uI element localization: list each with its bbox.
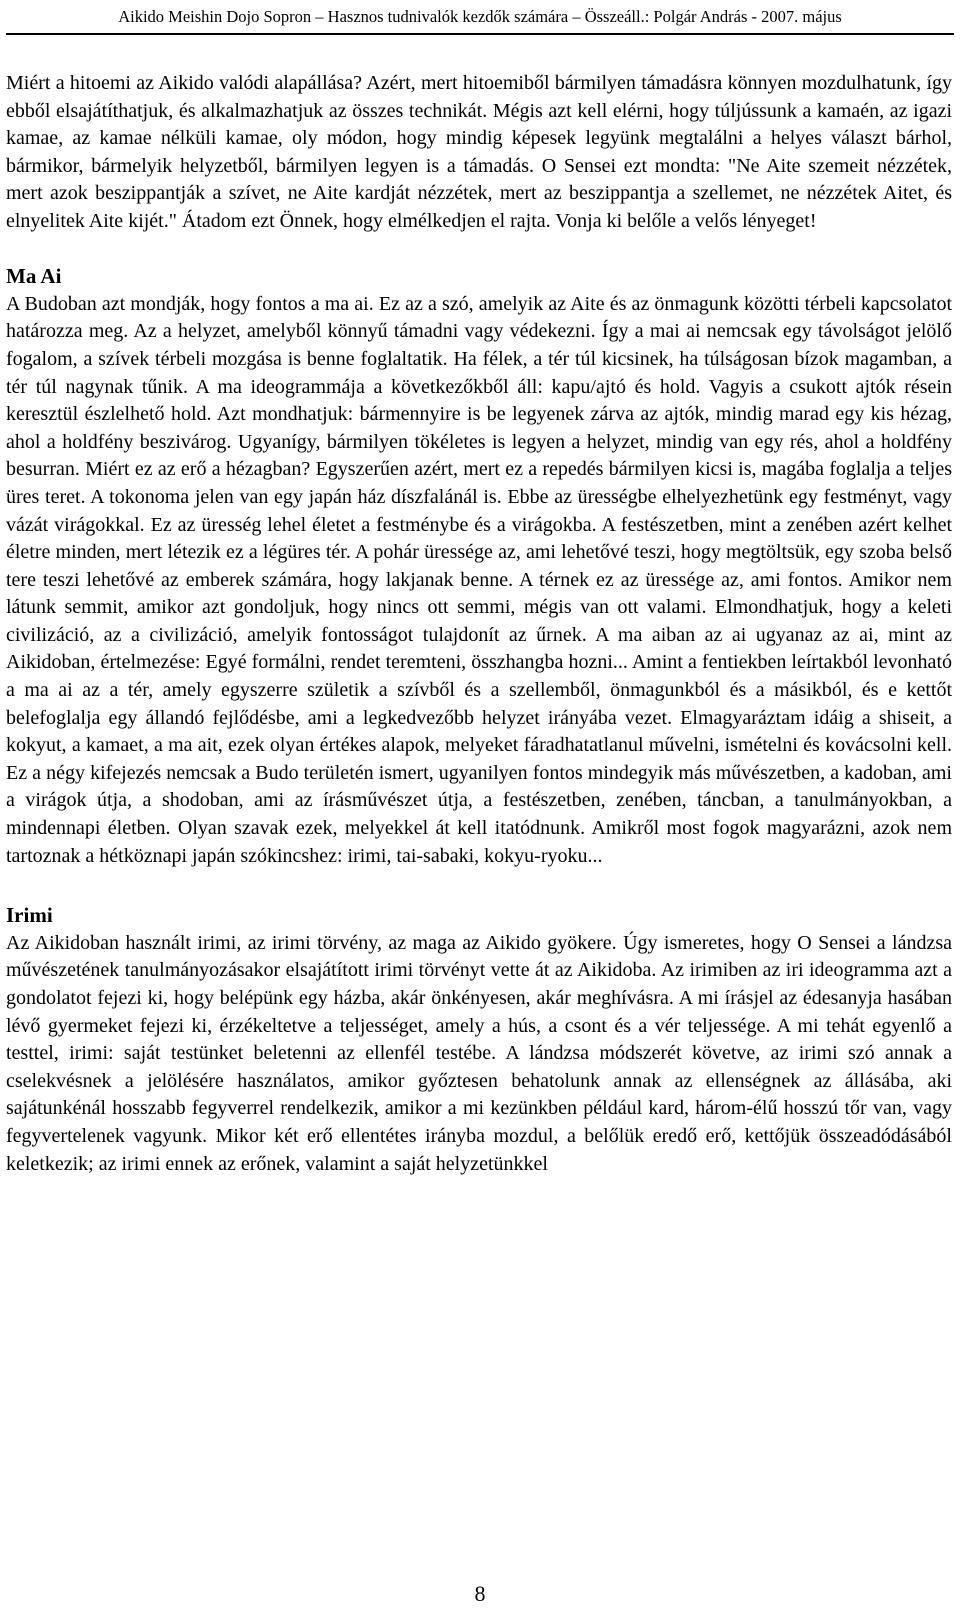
page-number: 8 (474, 1581, 486, 1606)
ma-ai-paragraph: A Budoban azt mondják, hogy fontos a ma ai. Ez az a szó, amelyik az Aite és az önmagunk közötti térbeli kapcsolatot határozza meg. Az a helyzet, amelyből könnyű támadni vagy védekezni. Így a mai ai nemcsak egy távolságot jelölő fogalom, a szívek térbeli mozgása is benne foglaltatik. Ha félek, a tér túl kicsinek, ha túlságosan bízok magamban, a tér túl nagynak tűnik. A ma ideogrammája a következőkből áll: kapu/ajtó és hold. Vagyis a csukott ajtók résein keresztül észlelhető hold. Azt mondhatjuk: bármennyire is be legyenek zárva az ajtók, mindig marad egy kis hézag, ahol a holdfény beszivárog. Ugyanígy, bármilyen tökéletes is legyen a helyzet, mindig van egy rés, ahol a holdfény besurran. Miért ez az erő a hézagban? Egyszerűen azért, mert ez a repedés bármilyen kicsi is, magába foglalja a teljes üres teret. A tokonoma jelen van egy japán ház díszfalánál is. Ebbe az ürességbe elhelyezhetünk egy festményt, vagy vázát virágokkal. Ez az üresség lehel életet a festménybe és a virágokba. A festészetben, mint a zenében azért kelhet életre minden, mert létezik ez a légüres tér. A pohár üressége az, ami lehetővé teszi, hogy megtöltsük, egy szoba belső tere teszi lehetővé az emberek számára, hogy lakjanak benne. A térnek ez az üressége az, ami fontos. Amikor nem látunk semmit, amikor azt gondoljuk, hogy nincs ott semmi, mégis van ott valami. Elmondhatjuk, hogy a keleti civilizáció, az a civilizáció, amelyik fontosságot tulajdonít az űrnek. A ma aiban az ai ugyanaz az ai, mint az Aikidoban, értelmezése: Egyé formálni, rendet teremteni, összhangba hozni... Amint a fentiekben leírtakból levonható a ma ai az a tér, amely egyszerre születik a szívből és a szellemből, önmagunkból és a másikból, és e kettőt belefoglalja egy állandó fejlődésbe, ami a legkedvezőbb helyzet irányába vezet. Elmagyaráztam idáig a shiseit, a kokyut, a kamaet, a ma ait, ezek olyan értékes alapok, melyeket fáradhatatlanul művelni, ismételni és kovácsolni kell. Ez a négy kifejezés nemcsak a Budo területén ismert, ugyanilyen fontos mindegyik más művészetben, a kadoban, ami a virágok útja, a shodoban, ami az írásművészet útja, a festészetben, zenében, táncban, a tanulmányokban, a mindennapi életben. Olyan szavak ezek, melyekkel át kell itatódnunk. Amikről most fogok magyarázni, azok nem tartoznak a hétköznapi japán szókincshez: irimi, tai-sabaki, kokyu-ryoku... (6, 292, 952, 867)
paragraph-spacer (6, 236, 952, 264)
section-title-ma-ai: Ma Ai (6, 264, 62, 289)
document-body (6, 70, 952, 1178)
paragraph-spacer (6, 870, 952, 902)
running-header: Aikido Meishin Dojo Sopron – Hasznos tudnivalók kezdők számára – Összeáll.: Polgár András - 2007. május (118, 7, 842, 26)
intro-paragraph: Miért a hitoemi az Aikido valódi alapállása? Azért, mert hitoemiből bármilyen támadásra könnyen mozdulhatunk, így ebből elsajátíthatjuk, és alkalmazhatjuk az összes technikát. Mégis azt kell elérni, hogy túljússunk a kamaén, az igazi kamae, az kamae nélküli kamae, oly módon, hogy mindig képesek legyünk megtalálni a helyes választ bárhol, bármikor, bármelyik helyzetből, bármilyen legyen is a támadás. O Sensei ezt mondta: "Ne Aite szemeit nézzétek, mert azok beszippantják a szívet, ne Aite kardját nézzétek, mert az beszippantja a szellemet, ne nézzétek Aitet, és elnyelitek Aite kijét." Átadom ezt Önnek, hogy elmélkedjen el rajta. Vonja ki belőle a velős lényeget! (6, 72, 952, 232)
header-rule (6, 33, 954, 35)
irimi-paragraph: Az Aikidoban használt irimi, az irimi törvény, az maga az Aikido gyökere. Úgy ismeretes, hogy O Sensei a lándzsa művészetének tanulmányozásakor elsajátított irimi törvényt vette át az Aikidoba. Az irimiben az iri ideogramma azt a gondolatot fejezi ki, hogy belépünk egy házba, akár önkényesen, akár meghívásra. A mi írásjel az édesanyja hasában lévő gyermeket fejezi ki, érzékeltetve a teljességet, amely a hús, a csont és a vér teljessége. A mi tehát egyenlő a testtel, irimi: saját testünket beletenni az ellenfél testébe. A lándzsa módszerét követve, az irimi szó annak a cselekvésnek a jelölésére használatos, amikor győztesen behatolunk annak az ellenségnek az állásába, aki sajátunkénál hosszabb fegyverrel rendelkezik, amikor a mi kezünkben például kard, három-élű hosszú tőr van, vagy fegyvertelenek vagyunk. Mikor két erő ellentétes irányba mozdul, a belőlük eredő erő, kettőjük összeadódásából keletkezik; az irimi ennek az erőnek, valamint a saját helyzetünkkel (6, 931, 952, 1175)
section-title-irimi: Irimi (6, 903, 53, 928)
